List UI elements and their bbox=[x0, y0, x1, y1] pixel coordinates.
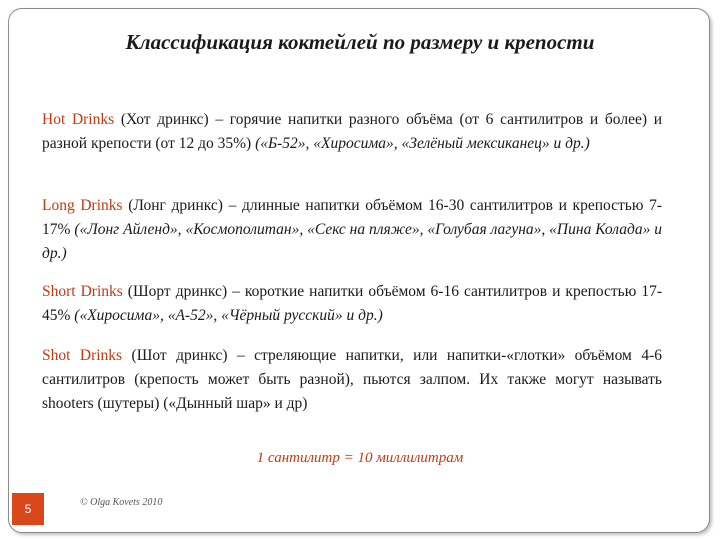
term-short-drinks: Short Drinks bbox=[42, 283, 123, 300]
paragraph-body: (Хот дринкс) – горячие напитки разного объёма (от 6 сантилитров и более) и разной крепости (от 12 до 35%) bbox=[42, 111, 662, 152]
term-long-drinks: Long Drinks bbox=[42, 197, 123, 214]
paragraph-body: (Шот дринкс) – стреляющие напитки, или напитки-«глотки» объёмом 4-6 сантилитров (крепость может быть разной), пьются залпом. Их также могут называть shooters (шутеры) («Дынный шар» и др) bbox=[42, 347, 662, 412]
term-hot-drinks: Hot Drinks bbox=[42, 111, 115, 128]
paragraph-short-drinks bbox=[42, 280, 662, 328]
paragraph-hot-drinks bbox=[42, 108, 662, 156]
paragraph-examples: («Б-52», «Хиросима», «Зелёный мексиканец» и др.) bbox=[255, 135, 590, 152]
paragraph-examples: («Хиросима», «А-52», «Чёрный русский» и др.) bbox=[74, 307, 383, 324]
copyright-text: © Olga Kovets 2010 bbox=[80, 497, 163, 508]
paragraph-body: (Лонг дринкс) – длинные напитки объёмом 16-30 сантилитров и крепостью 7-17% bbox=[42, 197, 662, 238]
paragraph-examples: («Лонг Айленд», «Космополитан», «Секс на пляже», «Голубая лагуна», «Пина Колада» и др.) bbox=[42, 221, 662, 262]
page-number-badge: 5 bbox=[12, 493, 44, 525]
term-shot-drinks: Shot Drinks bbox=[42, 347, 123, 364]
conversion-note: 1 сантилитр = 10 миллилитрам bbox=[256, 450, 464, 466]
paragraph-long-drinks bbox=[42, 194, 662, 266]
slide-title: Классификация коктейлей по размеру и крепости bbox=[125, 30, 595, 54]
paragraph-body: (Шорт дринкс) – короткие напитки объёмом 6-16 сантилитров и крепостью 17-45% bbox=[42, 283, 662, 324]
paragraph-shot-drinks bbox=[42, 344, 662, 416]
